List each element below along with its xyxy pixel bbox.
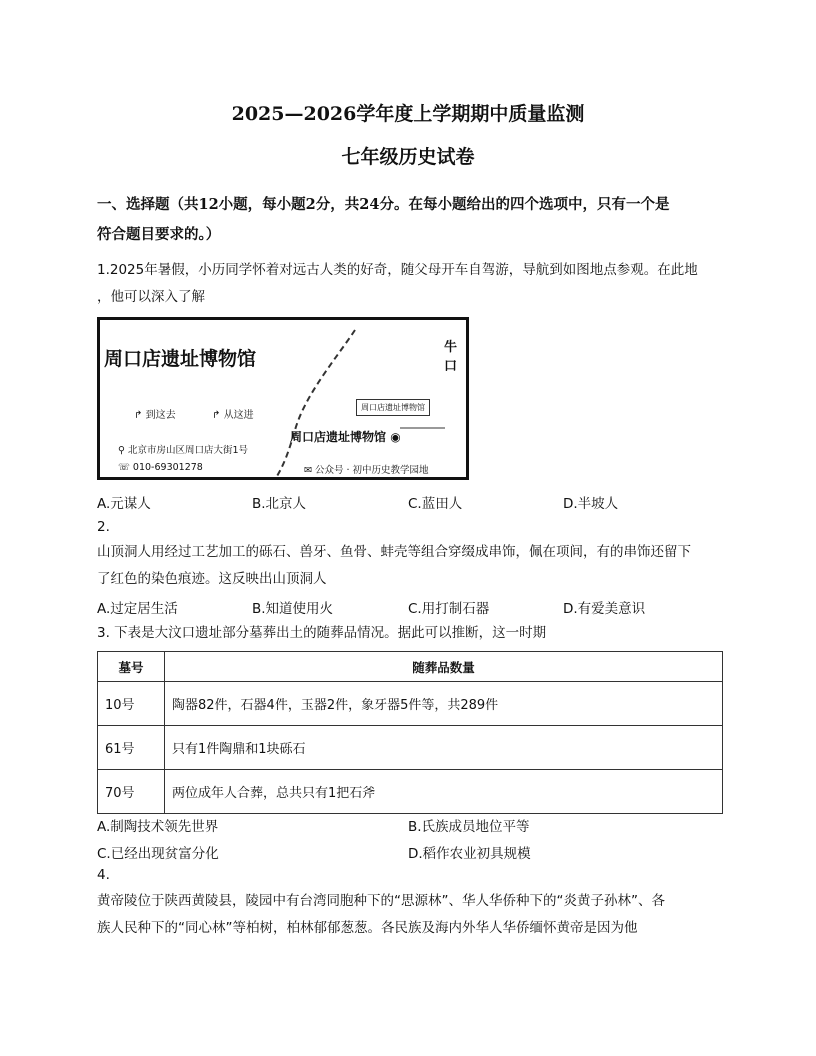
table-header-row: [98, 652, 723, 682]
q4-line2: 族人民种下的“同心林”等柏树，柏林郁郁葱葱。各民族及海内外华人华侨缅怀黄帝是因为他: [97, 920, 638, 936]
q2-option-a: A.过定居生活: [97, 601, 178, 617]
table-row: [98, 770, 723, 814]
map-watermark: [304, 462, 429, 476]
q2-option-b: B.知道使用火: [252, 601, 334, 617]
table-cell: 陶器82件，石器4件，玉器2件，象牙器5件等，共289件: [165, 682, 723, 726]
enter-arrow-icon: ↱: [212, 410, 221, 421]
map-address: [118, 442, 248, 456]
question-2-number: 2.: [97, 519, 110, 535]
table-row: [98, 726, 723, 770]
museum-map-image: [97, 317, 469, 480]
q2-option-d: D.有爱美意识: [563, 601, 646, 617]
q3-option-c: C.已经出现贫富分化: [97, 846, 219, 862]
map-title: 周口店遗址博物馆: [104, 348, 257, 370]
q1-line2: ，他可以深入了解: [97, 289, 205, 305]
map-place-label: [290, 428, 401, 445]
map-phone-text: 010-69301278: [132, 462, 203, 473]
q1-option-d: D.半坡人: [563, 496, 619, 512]
go-there-label: 到这去: [145, 410, 176, 421]
map-phone: [118, 462, 203, 473]
q2-option-c: C.用打制石器: [408, 601, 490, 617]
map-pin-label: 周口店遗址博物馆: [356, 399, 430, 416]
location-pin-icon: ⚲: [118, 445, 125, 456]
phone-icon: ☏: [118, 462, 130, 473]
question-4-stem: [97, 888, 722, 942]
table-row: [98, 682, 723, 726]
q1-option-c: C.蓝田人: [408, 496, 463, 512]
section-heading: [97, 190, 727, 250]
exam-subtitle: 七年级历史试卷: [341, 146, 475, 168]
map-corner-text: 牛口: [444, 340, 458, 374]
table-cell: 70号: [98, 770, 165, 814]
table-cell: 只有1件陶鼎和1块砾石: [165, 726, 723, 770]
q4-line1: 黄帝陵位于陕西黄陵县，陵园中有台湾同胞种下的“思源林”、华人华侨种下的“炎黄子孙林”、各: [97, 893, 665, 909]
question-4-number: 4.: [97, 867, 110, 883]
map-watermark-text: 公众号 · 初中历史教学园地: [315, 465, 429, 476]
q1-option-a: A.元谋人: [97, 496, 151, 512]
table-cell: 61号: [98, 726, 165, 770]
question-2-stem: [97, 539, 722, 593]
q2-line1: 山顶洞人用经过工艺加工的砾石、兽牙、鱼骨、蚌壳等组合穿缀成串饰，佩在项间，有的串饰还留下: [97, 544, 691, 560]
from-here-button: [212, 406, 254, 421]
table-header-items: 随葬品数量: [165, 652, 723, 682]
question-1-stem: [97, 257, 722, 311]
go-there-button: [134, 406, 176, 421]
table-cell: 两位成年人合葬，总共只有1把石斧: [165, 770, 723, 814]
map-place-label-text: 周口店遗址博物馆: [290, 430, 387, 444]
from-here-label: 从这进: [223, 410, 254, 421]
q1-option-b: B.北京人: [252, 496, 307, 512]
section-heading-line2: 符合题目要求的。）: [97, 226, 221, 243]
burial-table: [97, 651, 723, 814]
q2-line2: 了红色的染色痕迹。这反映出山顶洞人: [97, 571, 327, 587]
q3-option-a: A.制陶技术领先世界: [97, 819, 219, 835]
map-marker-icon: ◉: [390, 430, 401, 444]
map-address-text: 北京市房山区周口店大街1号: [128, 445, 249, 456]
q3-option-d: D.稻作农业初具规模: [408, 846, 531, 862]
section-heading-line1: 一、选择题（共12小题，每小题2分，共24分。在每小题给出的四个选项中，只有一个是: [97, 196, 670, 213]
wechat-icon: ✉: [304, 465, 312, 476]
q1-line1: 1.2025年暑假，小历同学怀着对远古人类的好奇，随父母开车自驾游，导航到如图地点参观。在此地: [97, 262, 698, 278]
question-3-stem: 3. 下表是大汶口遗址部分墓葬出土的随葬品情况。据此可以推断，这一时期: [97, 625, 547, 641]
q3-option-b: B.氏族成员地位平等: [408, 819, 530, 835]
navigate-arrow-icon: ↱: [134, 410, 143, 421]
table-header-tomb: 墓号: [98, 652, 165, 682]
table-cell: 10号: [98, 682, 165, 726]
exam-title: 2025—2026学年度上学期期中质量监测: [231, 103, 585, 125]
